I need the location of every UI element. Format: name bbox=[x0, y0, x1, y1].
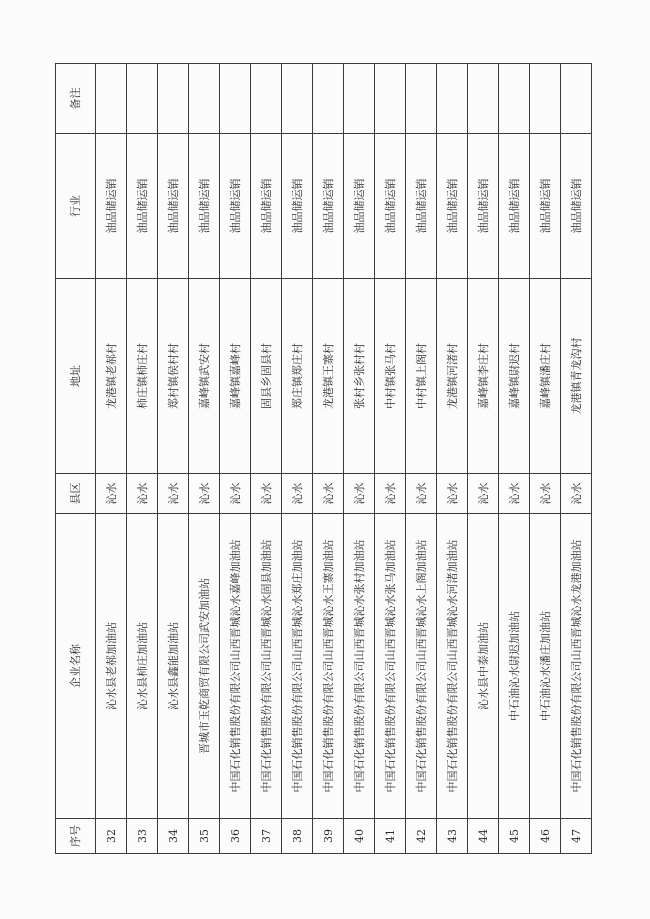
cell-industry: 油品储运销 bbox=[530, 134, 561, 279]
cell-industry: 油品储运销 bbox=[561, 134, 592, 279]
header-note: 备注 bbox=[56, 64, 96, 134]
cell-note bbox=[344, 64, 375, 134]
cell-address: 中村镇张马村 bbox=[375, 279, 406, 474]
cell-industry: 油品储运销 bbox=[96, 134, 127, 279]
header-address: 地址 bbox=[56, 279, 96, 474]
cell-address: 郑庄镇郑庄村 bbox=[282, 279, 313, 474]
cell-enterprise-name: 中国石化销售股份有限公司山西晋城沁水郑庄加油站 bbox=[282, 514, 313, 819]
table-body bbox=[96, 64, 592, 854]
table-row bbox=[158, 64, 189, 854]
enterprise-table bbox=[55, 63, 592, 854]
cell-address: 龙港镇青龙沟村 bbox=[561, 279, 592, 474]
table-row bbox=[406, 64, 437, 854]
table-row bbox=[561, 64, 592, 854]
cell-enterprise-name: 晋城市玉乾商贸有限公司武安加油站 bbox=[189, 514, 220, 819]
cell-note bbox=[189, 64, 220, 134]
cell-county: 沁水 bbox=[499, 474, 530, 514]
cell-address: 嘉峰镇嘉峰村 bbox=[220, 279, 251, 474]
cell-note bbox=[437, 64, 468, 134]
cell-county: 沁水 bbox=[313, 474, 344, 514]
cell-seq: 38 bbox=[282, 819, 313, 854]
cell-industry: 油品储运销 bbox=[437, 134, 468, 279]
cell-enterprise-name: 沁水县中泰加油站 bbox=[468, 514, 499, 819]
cell-note bbox=[96, 64, 127, 134]
table-row bbox=[251, 64, 282, 854]
table-row bbox=[127, 64, 158, 854]
cell-county: 沁水 bbox=[437, 474, 468, 514]
cell-note bbox=[468, 64, 499, 134]
cell-note bbox=[251, 64, 282, 134]
table-row bbox=[220, 64, 251, 854]
cell-seq: 44 bbox=[468, 819, 499, 854]
cell-industry: 油品储运销 bbox=[313, 134, 344, 279]
cell-enterprise-name: 沁水县鑫能加油站 bbox=[158, 514, 189, 819]
cell-enterprise-name: 中国石化销售股份有限公司山西晋城沁水龙港加油站 bbox=[561, 514, 592, 819]
table-row bbox=[375, 64, 406, 854]
cell-county: 沁水 bbox=[158, 474, 189, 514]
cell-seq: 36 bbox=[220, 819, 251, 854]
table-row bbox=[530, 64, 561, 854]
cell-seq: 34 bbox=[158, 819, 189, 854]
cell-seq: 40 bbox=[344, 819, 375, 854]
cell-note bbox=[561, 64, 592, 134]
cell-county: 沁水 bbox=[282, 474, 313, 514]
cell-address: 张村乡张村村 bbox=[344, 279, 375, 474]
table-row bbox=[468, 64, 499, 854]
cell-seq: 43 bbox=[437, 819, 468, 854]
cell-county: 沁水 bbox=[344, 474, 375, 514]
cell-address: 嘉峰镇武安村 bbox=[189, 279, 220, 474]
cell-enterprise-name: 中国石化销售股份有限公司山西晋城沁水王寨加油站 bbox=[313, 514, 344, 819]
cell-county: 沁水 bbox=[189, 474, 220, 514]
cell-seq: 45 bbox=[499, 819, 530, 854]
cell-county: 沁水 bbox=[127, 474, 158, 514]
cell-seq: 39 bbox=[313, 819, 344, 854]
cell-industry: 油品储运销 bbox=[499, 134, 530, 279]
header-industry: 行业 bbox=[56, 134, 96, 279]
cell-enterprise-name: 中国石化销售股份有限公司山西晋城沁水河渚加油站 bbox=[437, 514, 468, 819]
cell-enterprise-name: 中国石化销售股份有限公司山西晋城沁水张村加油站 bbox=[344, 514, 375, 819]
cell-county: 沁水 bbox=[468, 474, 499, 514]
cell-enterprise-name: 沁水县柿庄加油站 bbox=[127, 514, 158, 819]
cell-note bbox=[282, 64, 313, 134]
cell-address: 固县乡固县村 bbox=[251, 279, 282, 474]
cell-county: 沁水 bbox=[251, 474, 282, 514]
table-header-row bbox=[56, 64, 96, 854]
cell-industry: 油品储运销 bbox=[220, 134, 251, 279]
cell-industry: 油品储运销 bbox=[406, 134, 437, 279]
table-row bbox=[437, 64, 468, 854]
cell-enterprise-name: 中石油沁水尉迟加油站 bbox=[499, 514, 530, 819]
cell-county: 沁水 bbox=[96, 474, 127, 514]
cell-seq: 33 bbox=[127, 819, 158, 854]
cell-enterprise-name: 沁水县老郝加油站 bbox=[96, 514, 127, 819]
cell-address: 龙港镇河渚村 bbox=[437, 279, 468, 474]
cell-note bbox=[499, 64, 530, 134]
cell-address: 柿庄镇柿庄村 bbox=[127, 279, 158, 474]
table-row bbox=[282, 64, 313, 854]
cell-note bbox=[530, 64, 561, 134]
cell-note bbox=[158, 64, 189, 134]
header-seq: 序号 bbox=[56, 819, 96, 854]
header-county: 县区 bbox=[56, 474, 96, 514]
cell-industry: 油品储运销 bbox=[468, 134, 499, 279]
cell-county: 沁水 bbox=[561, 474, 592, 514]
cell-industry: 油品储运销 bbox=[251, 134, 282, 279]
cell-enterprise-name: 中国石化销售股份有限公司山西晋城沁水固县加油站 bbox=[251, 514, 282, 819]
cell-county: 沁水 bbox=[375, 474, 406, 514]
cell-note bbox=[220, 64, 251, 134]
cell-seq: 46 bbox=[530, 819, 561, 854]
cell-industry: 油品储运销 bbox=[375, 134, 406, 279]
cell-industry: 油品储运销 bbox=[344, 134, 375, 279]
cell-industry: 油品储运销 bbox=[127, 134, 158, 279]
table-row bbox=[313, 64, 344, 854]
cell-county: 沁水 bbox=[530, 474, 561, 514]
cell-seq: 47 bbox=[561, 819, 592, 854]
cell-note bbox=[313, 64, 344, 134]
table-row bbox=[96, 64, 127, 854]
cell-address: 郑村镇侯村村 bbox=[158, 279, 189, 474]
cell-address: 嘉峰镇尉迟村 bbox=[499, 279, 530, 474]
table-row bbox=[499, 64, 530, 854]
cell-seq: 32 bbox=[96, 819, 127, 854]
header-name: 企业名称 bbox=[56, 514, 96, 819]
cell-seq: 37 bbox=[251, 819, 282, 854]
cell-note bbox=[127, 64, 158, 134]
cell-county: 沁水 bbox=[220, 474, 251, 514]
cell-address: 龙港镇王寨村 bbox=[313, 279, 344, 474]
cell-industry: 油品储运销 bbox=[282, 134, 313, 279]
cell-address: 中村镇上阁村 bbox=[406, 279, 437, 474]
table-row bbox=[344, 64, 375, 854]
cell-address: 嘉峰镇潘庄村 bbox=[530, 279, 561, 474]
table-row bbox=[189, 64, 220, 854]
cell-note bbox=[375, 64, 406, 134]
cell-enterprise-name: 中国石化销售股份有限公司山西晋城沁水张马加油站 bbox=[375, 514, 406, 819]
cell-address: 嘉峰镇李庄村 bbox=[468, 279, 499, 474]
cell-address: 龙港镇老郝村 bbox=[96, 279, 127, 474]
cell-note bbox=[406, 64, 437, 134]
cell-industry: 油品储运销 bbox=[158, 134, 189, 279]
cell-seq: 42 bbox=[406, 819, 437, 854]
cell-enterprise-name: 中国石化销售股份有限公司山西晋城沁水嘉峰加油站 bbox=[220, 514, 251, 819]
cell-seq: 35 bbox=[189, 819, 220, 854]
cell-enterprise-name: 中国石化销售股份有限公司山西晋城沁水上阁加油站 bbox=[406, 514, 437, 819]
cell-county: 沁水 bbox=[406, 474, 437, 514]
cell-seq: 41 bbox=[375, 819, 406, 854]
rotated-table-frame bbox=[55, 64, 592, 854]
cell-industry: 油品储运销 bbox=[189, 134, 220, 279]
cell-enterprise-name: 中石油沁水潘庄加油站 bbox=[530, 514, 561, 819]
